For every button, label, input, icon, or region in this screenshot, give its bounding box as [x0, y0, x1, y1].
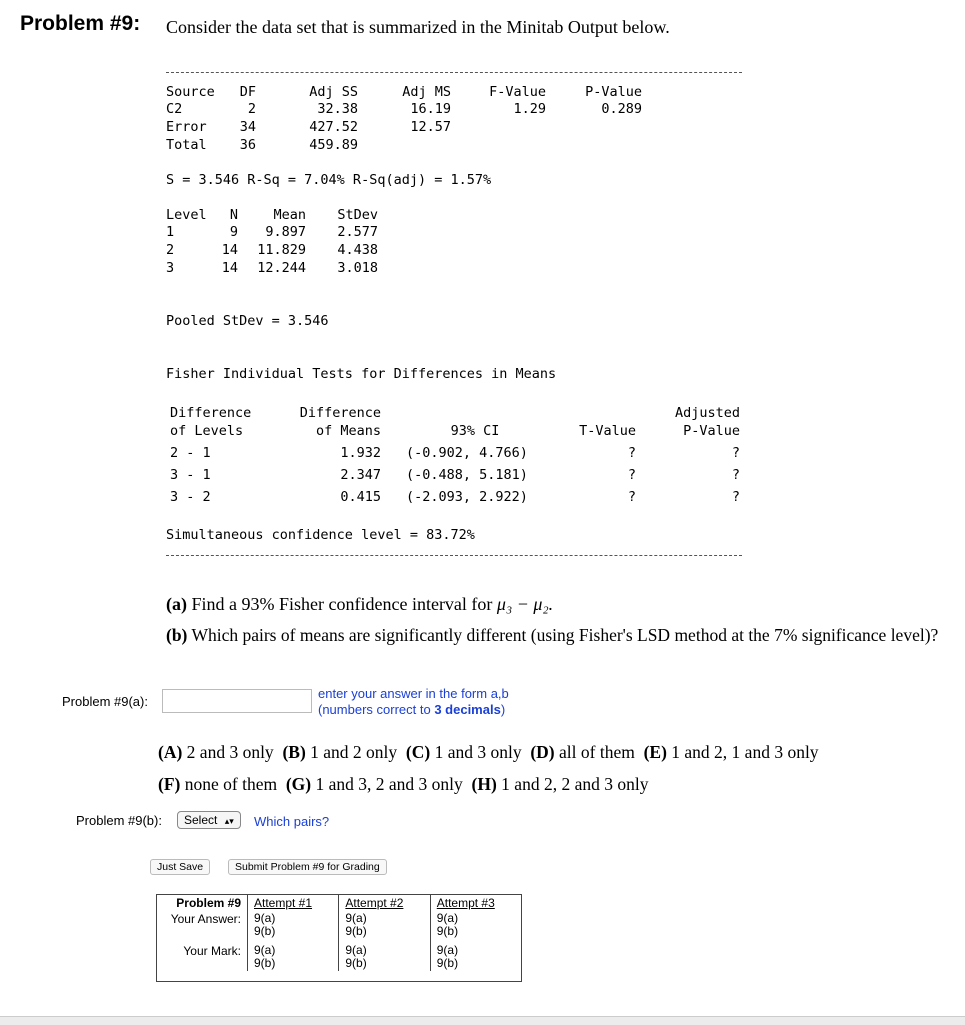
means-header-stdev: StDev: [337, 207, 378, 223]
choice-g: [286, 774, 463, 794]
mark-9a: 9(a): [254, 943, 276, 957]
anova-header-source: Source: [166, 84, 215, 100]
means-cell: 2: [166, 242, 175, 258]
fisher-cell: ?: [627, 467, 636, 483]
part-b-hint: Which pairs?: [254, 814, 330, 829]
means-header-n: N: [229, 207, 238, 223]
choice-key: (D): [530, 742, 555, 762]
means-cell: 4.438: [337, 242, 378, 258]
part-a-hint-line2: [318, 702, 509, 718]
fisher-header: T-Value: [579, 423, 636, 439]
mark-9a: 9(a): [345, 943, 367, 957]
question-a-math: μ₃ − μ₂.: [496, 594, 554, 614]
means-header-mean: Mean: [273, 207, 306, 223]
question-b-label: (b): [166, 625, 188, 645]
choice-key: (G): [285, 774, 312, 794]
means-cell: 14: [221, 260, 238, 276]
choice-text: 2 and 3 only: [186, 742, 274, 762]
fisher-cell: 0.415: [340, 489, 381, 505]
means-cell: 3.018: [337, 260, 378, 276]
fisher-header: of Means: [315, 423, 381, 439]
fisher-cell: ?: [731, 489, 740, 505]
choice-a: [158, 742, 274, 762]
choice-key: (F): [158, 774, 181, 794]
question-b-text: Which pairs of means are significantly different (using Fisher's LSD method at the 7% significance level)?: [191, 625, 939, 645]
divider-top: [166, 72, 742, 73]
choice-text: none of them: [184, 774, 278, 794]
pooled-stdev: Pooled StDev = 3.546: [166, 313, 329, 329]
simultaneous-confidence: Simultaneous confidence level = 83.72%: [166, 527, 475, 543]
anova-cell: 0.289: [601, 101, 642, 117]
choice-e: [644, 742, 819, 762]
problem-title: Problem #9:: [20, 12, 141, 35]
question-a-text: Find a 93% Fisher confidence interval for: [191, 594, 497, 614]
mark-9b: 9(b): [254, 956, 276, 970]
choice-key: (B): [282, 742, 306, 762]
question-a: [166, 594, 553, 615]
anova-header-adjms: Adj MS: [402, 84, 451, 100]
answer-9a: 9(a): [436, 911, 459, 925]
attempt-2-link[interactable]: Attempt #2: [345, 896, 404, 910]
choice-key: (H): [471, 774, 497, 794]
part-a-label: Problem #9(a):: [62, 694, 148, 709]
anova-cell: C2: [166, 101, 183, 117]
means-cell: 12.244: [257, 260, 306, 276]
choice-text: 1 and 3 only: [434, 742, 522, 762]
part-a-hint-bold: 3 decimals: [434, 702, 501, 717]
attempt-1-link[interactable]: Attempt #1: [254, 896, 313, 910]
anova-header-adjss: Adj SS: [309, 84, 358, 100]
attempt-3-link[interactable]: Attempt #3: [436, 896, 495, 910]
choice-c: [406, 742, 522, 762]
anova-cell: 36: [239, 137, 256, 153]
fisher-cell: (-2.093, 2.922): [406, 489, 528, 505]
anova-header-fvalue: F-Value: [489, 84, 546, 100]
choices-line-2: [158, 774, 648, 795]
choice-text: 1 and 2, 2 and 3 only: [501, 774, 649, 794]
means-cell: 3: [166, 260, 175, 276]
fisher-cell: ?: [627, 489, 636, 505]
fisher-header: Difference: [170, 405, 252, 421]
anova-cell: 459.89: [309, 137, 358, 153]
means-cell: 14: [221, 242, 238, 258]
means-cell: 9.897: [265, 224, 306, 240]
your-mark-label: Your Mark:: [157, 939, 248, 971]
means-cell: 9: [229, 224, 238, 240]
attempts-table: [156, 894, 522, 982]
fisher-header: P-Value: [683, 423, 740, 439]
answer-9b: 9(b): [436, 924, 459, 938]
fisher-title: Fisher Individual Tests for Differences in Means: [166, 366, 557, 382]
choice-key: (C): [405, 742, 431, 762]
question-b: [166, 625, 938, 646]
problem-intro: Consider the data set that is summarized in the Minitab Output below.: [166, 17, 670, 37]
part-a-hint-pre: (numbers correct to: [318, 702, 435, 717]
anova-cell: 2: [247, 101, 256, 117]
fisher-header: of Levels: [170, 423, 244, 439]
fisher-cell: 2.347: [340, 467, 381, 483]
answer-9a: 9(a): [345, 911, 367, 925]
choice-d: [530, 742, 634, 762]
anova-header-pvalue: P-Value: [585, 84, 642, 100]
answer-9b: 9(b): [254, 924, 276, 938]
submit-grading-button[interactable]: Submit Problem #9 for Grading: [228, 859, 387, 875]
choice-h: [472, 774, 649, 794]
choices-line-1: [158, 742, 819, 763]
choice-b: [282, 742, 397, 762]
fisher-cell: ?: [731, 467, 740, 483]
choice-text: 1 and 3, 2 and 3 only: [315, 774, 463, 794]
part-b-select-value: Select: [184, 813, 218, 827]
fisher-cell: 2 - 1: [170, 445, 211, 461]
anova-header-df: DF: [239, 84, 256, 100]
fisher-cell: 3 - 2: [170, 489, 211, 505]
mark-9b: 9(b): [436, 956, 459, 970]
means-cell: 11.829: [257, 242, 306, 258]
select-arrows-icon: ▴▾: [224, 816, 234, 826]
choice-key: (A): [158, 742, 183, 762]
choice-text: 1 and 2 only: [310, 742, 398, 762]
part-a-answer-input[interactable]: [162, 689, 312, 713]
anova-cell: Total: [166, 137, 207, 153]
fisher-header: Difference: [299, 405, 381, 421]
fisher-cell: (-0.902, 4.766): [406, 445, 528, 461]
part-a-hint-post: ): [500, 702, 506, 717]
anova-cell: 32.38: [317, 101, 358, 117]
answer-9b: 9(b): [345, 924, 367, 938]
your-answer-label: Your Answer:: [157, 911, 248, 939]
choice-f: [158, 774, 277, 794]
fisher-header: 93% CI: [450, 423, 500, 439]
anova-cell: 16.19: [410, 101, 451, 117]
choice-key: (E): [643, 742, 667, 762]
fisher-header: Adjusted: [674, 405, 740, 421]
means-header-level: Level: [166, 207, 207, 223]
anova-cell: Error: [166, 119, 207, 135]
part-b-select[interactable]: [177, 811, 241, 829]
divider-bottom: [166, 555, 742, 556]
question-a-label: (a): [166, 594, 187, 614]
answer-9a: 9(a): [254, 911, 276, 925]
model-summary: S = 3.546 R-Sq = 7.04% R-Sq(adj) = 1.57%: [166, 172, 492, 188]
anova-cell: 12.57: [410, 119, 451, 135]
part-a-hint: [318, 686, 509, 718]
just-save-button[interactable]: Just Save: [150, 859, 210, 875]
attempts-head: Problem #9: [157, 895, 248, 911]
anova-cell: 1.29: [513, 101, 546, 117]
means-cell: 2.577: [337, 224, 378, 240]
fisher-cell: ?: [627, 445, 636, 461]
part-a-hint-line1: enter your answer in the form a,b: [318, 686, 509, 701]
mark-9b: 9(b): [345, 956, 367, 970]
fisher-cell: ?: [731, 445, 740, 461]
part-b-label: Problem #9(b):: [76, 813, 162, 828]
means-cell: 1: [166, 224, 175, 240]
anova-cell: 34: [239, 119, 256, 135]
fisher-cell: (-0.488, 5.181): [406, 467, 528, 483]
fisher-cell: 1.932: [340, 445, 381, 461]
mark-9a: 9(a): [436, 943, 459, 957]
fisher-cell: 3 - 1: [170, 467, 211, 483]
choice-text: 1 and 2, 1 and 3 only: [671, 742, 819, 762]
choice-text: all of them: [559, 742, 635, 762]
anova-cell: 427.52: [309, 119, 358, 135]
